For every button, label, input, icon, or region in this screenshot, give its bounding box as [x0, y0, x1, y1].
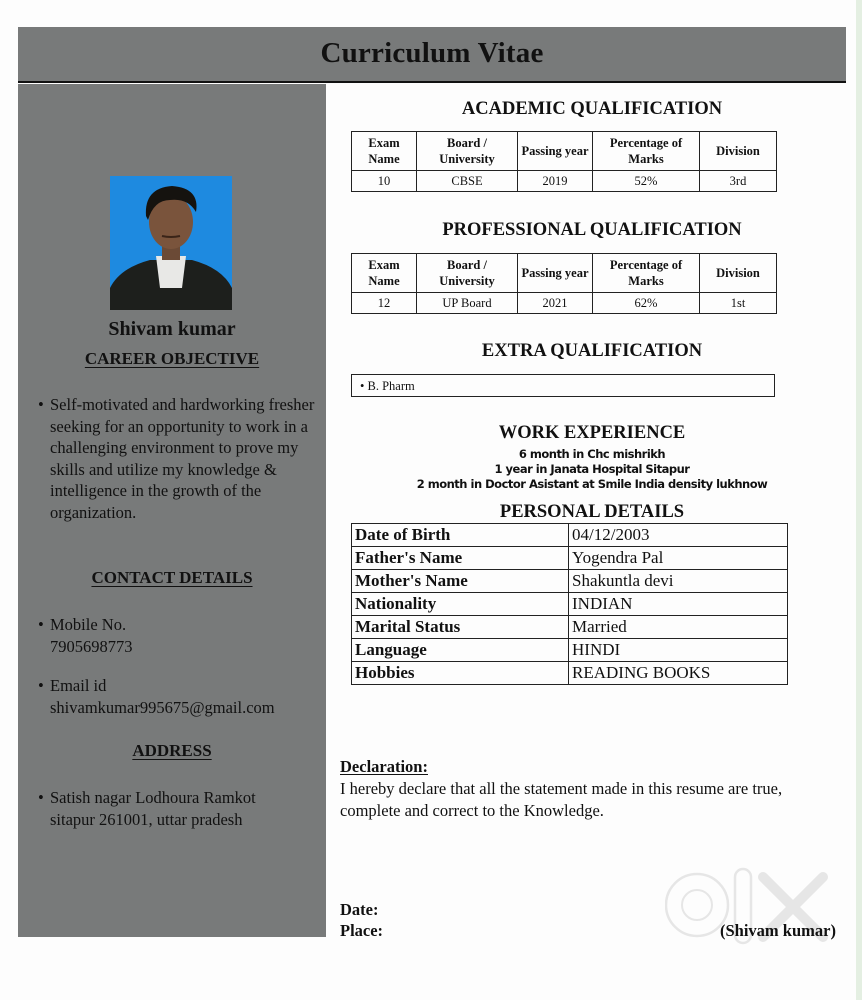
- column-header: Percentage of Marks: [593, 254, 700, 293]
- bullet-icon: •: [38, 676, 44, 695]
- field-label: Nationality: [352, 593, 569, 616]
- field-value: Shakuntla devi: [569, 570, 788, 593]
- table-row: [352, 547, 788, 570]
- address-heading: ADDRESS: [132, 741, 212, 760]
- contact-details-heading: CONTACT DETAILS: [91, 568, 253, 587]
- table-cell: 3rd: [700, 171, 777, 192]
- contact-mobile: [38, 614, 318, 657]
- table-cell: 2019: [518, 171, 593, 192]
- column-header: Exam Name: [352, 254, 417, 293]
- email-label: Email id: [50, 676, 107, 695]
- cv-header: [18, 27, 846, 83]
- field-label: Marital Status: [352, 616, 569, 639]
- declaration-heading: Declaration:: [340, 757, 428, 776]
- table-row: [352, 524, 788, 547]
- work-item: 6 month in Chc mishrikh: [518, 447, 666, 461]
- personal-details-heading: PERSONAL DETAILS: [499, 502, 685, 522]
- table-cell: 1st: [700, 293, 777, 314]
- table-cell: UP Board: [417, 293, 518, 314]
- extra-qualification-box: [351, 374, 775, 397]
- professional-table: [351, 253, 777, 314]
- table-row: [352, 570, 788, 593]
- extra-qualification-item: • B. Pharm: [360, 379, 415, 393]
- field-label: Date of Birth: [352, 524, 569, 547]
- date-label: Date:: [340, 900, 379, 919]
- column-header: Passing year: [518, 254, 593, 293]
- contact-email: [38, 675, 318, 718]
- table-cell: 12: [352, 293, 417, 314]
- place-label: Place:: [340, 921, 384, 940]
- candidate-name: Shivam kumar: [108, 318, 236, 340]
- field-label: Hobbies: [352, 662, 569, 685]
- table-row: [352, 616, 788, 639]
- bullet-icon: •: [38, 788, 44, 807]
- bullet-icon: •: [38, 395, 44, 414]
- address-line-2: sitapur 261001, uttar pradesh: [50, 809, 243, 829]
- field-value: INDIAN: [569, 593, 788, 616]
- academic-table: [351, 131, 777, 192]
- table-header-row: [352, 254, 777, 293]
- address: [38, 787, 318, 830]
- professional-heading: PROFESSIONAL QUALIFICATION: [442, 220, 742, 240]
- academic-heading: ACADEMIC QUALIFICATION: [461, 99, 723, 119]
- career-objective: [38, 394, 318, 523]
- column-header: Division: [700, 132, 777, 171]
- column-header: Division: [700, 254, 777, 293]
- declaration-text: I hereby declare that all the statement made in this resume are true, complete and correct to the Knowledge.: [340, 779, 783, 820]
- field-value: READING BOOKS: [569, 662, 788, 685]
- person-photo-icon: [110, 176, 232, 310]
- table-row: [352, 593, 788, 616]
- table-cell: 10: [352, 171, 417, 192]
- page-title: Curriculum Vitae: [320, 37, 544, 69]
- work-item: 2 month in Doctor Asistant at Smile India density lukhnow: [416, 477, 768, 491]
- field-value: Married: [569, 616, 788, 639]
- table-header-row: [352, 132, 777, 171]
- table-row: [352, 293, 777, 314]
- column-header: Percentage of Marks: [593, 132, 700, 171]
- column-header: Board / University: [417, 254, 518, 293]
- career-objective-text: Self-motivated and hardworking fresher seeking for an opportunity to work in a challenging environment to prove my skills and utilize my knowledge & intelligence in the growth of the organization.: [50, 395, 315, 522]
- field-value: 04/12/2003: [569, 524, 788, 547]
- profile-photo: [110, 176, 232, 310]
- sidebar: [18, 84, 326, 937]
- edge-strip: [856, 0, 862, 1000]
- column-header: Board / University: [417, 132, 518, 171]
- work-experience-heading: WORK EXPERIENCE: [498, 423, 686, 443]
- field-value: HINDI: [569, 639, 788, 662]
- personal-details-table: [351, 523, 788, 685]
- work-item: 1 year in Janata Hospital Sitapur: [494, 462, 690, 476]
- field-value: Yogendra Pal: [569, 547, 788, 570]
- column-header: Exam Name: [352, 132, 417, 171]
- table-cell: 62%: [593, 293, 700, 314]
- career-objective-heading: CAREER OBJECTIVE: [84, 349, 260, 368]
- field-label: Language: [352, 639, 569, 662]
- mobile-number: 7905698773: [50, 636, 133, 656]
- table-cell: 2021: [518, 293, 593, 314]
- address-line-1: Satish nagar Lodhoura Ramkot: [50, 788, 256, 807]
- table-cell: 52%: [593, 171, 700, 192]
- table-cell: CBSE: [417, 171, 518, 192]
- table-row: [352, 639, 788, 662]
- mobile-label: Mobile No.: [50, 615, 127, 634]
- field-label: Mother's Name: [352, 570, 569, 593]
- table-row: [352, 171, 777, 192]
- column-header: Passing year: [518, 132, 593, 171]
- bullet-icon: •: [38, 615, 44, 634]
- field-label: Father's Name: [352, 547, 569, 570]
- signature-name: (Shivam kumar): [720, 921, 836, 940]
- table-row: [352, 662, 788, 685]
- extra-qualification-heading: EXTRA QUALIFICATION: [481, 341, 703, 361]
- email-address: shivamkumar995675@gmail.com: [50, 697, 275, 717]
